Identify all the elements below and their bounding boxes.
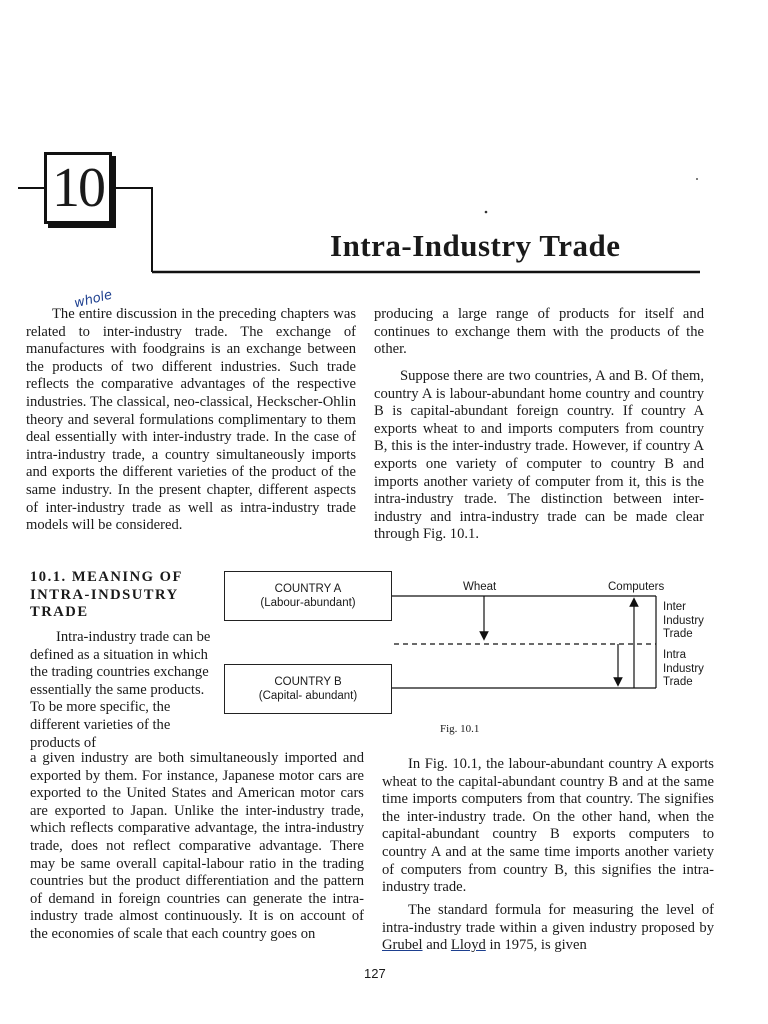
handwritten-annotation: whole	[72, 287, 114, 312]
inter-industry-label: Inter Industry Trade	[663, 601, 704, 640]
right-paragraph-3: In Fig. 10.1, the labour-abundant country A exports wheat to the capital-abundant country B and at the same time imports computers from that country. The signifies the inter-industry trade. On the other hand, when the capital-abundant country B exports computers to country A and at the same time imports another variety of computers from country B, this signifies the intra-industry trade.	[382, 756, 714, 896]
chapter-number: 10	[52, 157, 104, 219]
section-paragraph-wide: a given industry are both simultaneously imported and exported by them. For instance, Japanese motor cars are exported to the United States and American motor cars are exported to Japan. Unlike the inter-industry trade, which reflects comparative advantage, the intra-industry trade, does not reflect comparative advantage. There may be same overall capital-labour ratio in the trading countries but the product differentiation and the pattern of demand in foreign countries can generate the intra-industry trade almost continuously. It is on account of the economies of scale that each country goes on	[30, 750, 364, 942]
right-paragraph-4: The standard formula for measuring the level of intra-industry trade within a given industry proposed by Grubel and Lloyd in 1975, is given	[382, 902, 714, 954]
author-lloyd: Lloyd	[450, 937, 486, 954]
country-a-type: (Labour-abundant)	[260, 597, 356, 609]
country-a-box	[224, 571, 392, 621]
section-heading: 10.1. MEANING OF INTRA-INDSUTRY TRADE	[30, 569, 183, 621]
figure-caption: Fig. 10.1	[440, 723, 480, 735]
country-a-name: COUNTRY A	[274, 583, 342, 595]
country-b-box	[224, 664, 392, 714]
intro-paragraph: The entire discussion in the preceding chapters was related to inter-industry trade. The exchange of manufactures with foodgrains is an exchange between the products of two different industries. Such trade reflects the comparative advantages of the respective industries. The classical, neo-classical, Heckscher-Ohlin theory and several formulations complimentary to them deal essentially with inter-industry trade. In the case of intra-industry trade, a country simultaneously imports and exports the different varieties of the product of the same industry. In the present chapter, different aspects of inter-industry trade as well as intra-industry trade models will be considered.	[26, 306, 356, 534]
wheat-label: Wheat	[463, 581, 497, 593]
chapter-number-box	[44, 152, 112, 224]
country-b-type: (Capital- abundant)	[258, 690, 358, 702]
section-paragraph-narrow: Intra-industry trade can be defined as a situation in which the trading countries exchange essentially the same products. To be more specific, the different varieties of the products of	[30, 629, 211, 751]
intra-industry-label: Intra Industry Trade	[663, 649, 704, 688]
chapter-title: Intra-Industry Trade	[330, 228, 621, 263]
page-number: 127	[364, 966, 386, 981]
computers-label: Computers	[608, 581, 665, 593]
country-b-name: COUNTRY B	[274, 676, 342, 688]
author-grubel: Grubel	[382, 937, 423, 954]
right-paragraph-2: Suppose there are two countries, A and B. Of them, country A is labour-abundant home country and country B is capital-abundant foreign country. If country A exports wheat to and imports computers from country B, this is the inter-industry trade. However, if country A exports one variety of computer to country B and imports another variety of computer from it, this is the intra-industry trade. The distinction between inter-industry and intra-industry trade can be made clear through Fig. 10.1.	[374, 368, 704, 543]
right-paragraph-1: producing a large range of products for itself and continues to exchange them with the products of the other.	[374, 306, 704, 358]
